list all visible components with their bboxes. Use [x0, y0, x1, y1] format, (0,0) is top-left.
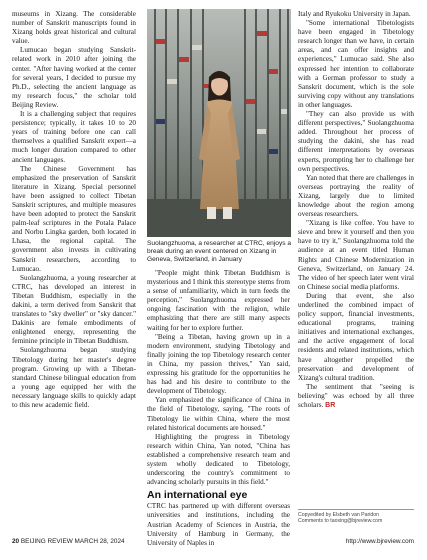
paragraph: Suolangzhuoma began studying Tibetology during her master's degree program. Growing up with a Tibetan-standard Chinese bilingual education from a young age equipped her with the necessary language skills to quickly adapt to this new academic field. [12, 346, 136, 410]
paragraph: "Some international Tibetologists have been engaged in Tibetology research longer than we have, in certain areas, and can offer insights and experiences," Lumucao said. She also expressed her intention to collaborate with a German professor to study a Sanskrit document, which is the sole surviving copy without any translations in other languages. [298, 19, 414, 109]
paragraph: "People might think Tibetan Buddhism is mysterious and I think this stereotype stems from a sense of unfamiliarity, which in turn feeds the perception," Suolangzhuoma expressed her ongoing fascination with the religion, while emphasizing that there are still many aspects waiting for her to explore further. [147, 269, 290, 332]
article-column-left [12, 10, 136, 410]
article-photo [147, 9, 291, 237]
end-mark: BR [325, 402, 336, 410]
paragraph: CTRC has partnered up with different overseas universities and institutions, including the Austrian Academy of Sciences in Austria, the University of Hamburg in Germany, the University of Naples in [147, 502, 290, 547]
article-column-right [298, 10, 414, 410]
article-column-middle [147, 269, 290, 548]
paragraph: Yan noted that there are challenges in overseas portraying the reality of Xizang, largely due to limited knowledge about the region among overseas researchers. [298, 173, 414, 219]
paragraph: "Xizang is like coffee. You have to sieve and brew it yourself and then you have to try it," Suolangzhuoma told the audience at an event titled Human Rights and Chinese Modernization in Geneva, Switzerland, on January 24. The video of her speech later went viral on Chinese social media platforms. [298, 219, 414, 291]
paragraph: Lumucao began studying Sanskrit-related work in 2010 after joining the center. "After having worked at the center for several years, I decided to pursue my Ph.D., selecting the ancient language as my research focus," the scholar told Beijing Review. [12, 46, 136, 109]
publication-name: BEIJING REVIEW MARCH 28, 2024 [20, 538, 125, 545]
website-link[interactable]: http://www.bjreview.com [345, 538, 414, 545]
paragraph: Highlighting the progress in Tibetology research within China, Yan noted, "China has established a comprehensive research team and system wholly dedicated to Tibetology, underscoring the country's commitment to advancing scholarly pursuits in this field." [147, 432, 290, 487]
paragraph: During that event, she also underlined the combined impact of policy support, financial investments, educational programs, training initiatives and international exchanges, and the active engagement of local residents and related institutions, which have altogether propelled the preservation and development of Xizang's cultural tradition. [298, 291, 414, 382]
paragraph: Italy and Ryukoku University in Japan. [298, 10, 411, 18]
copyedited-credit: Copyedited by Elsbeth van Paridon [298, 512, 380, 518]
photo-caption: Suolangzhuoma, a researcher at CTRC, enjoys a break during an event centered on Xizang in Geneva, Switzerland, in January [147, 240, 292, 264]
paragraph: The Chinese Government has emphasized the preservation of Sanskrit literature in Xizang. Special personnel have been assigned to collect Tibetan Sanskrit scriptures, and multiple measures have been adopted to protect the Sanskrit palm-leaf scriptures in the Potala Palace and Norbu Lingka garden, both located in Lhasa, the regional capital. The government also invests in cultivating Sanskrit researchers, according to Lumucao. [12, 164, 136, 273]
credits-box [298, 509, 414, 525]
paragraph: Suolangzhuoma, a young researcher at CTRC, has developed an interest in Tibetan Buddhism, especially in the dakini, a term derived from Sanskrit that translates to "sky dweller" or "sky dancer." Dakinis are female embodiments of enlightened energy, representing the feminine principle in Tibetan Buddhism. [12, 273, 136, 346]
footer-left [12, 538, 125, 545]
comments-email[interactable]: Comments to taoxing@bjreview.com [298, 518, 383, 525]
paragraph: "They can also provide us with different perspectives," Suolangzhuoma added. Throughout her process of studying the dakini, she has read different interpretations by overseas experts, prompting her to challenge her own perspectives. [298, 110, 414, 173]
page-footer [12, 538, 414, 550]
page-number: 20 [12, 538, 20, 545]
paragraph-final [298, 383, 414, 410]
photo-illustration [147, 9, 291, 237]
paragraph: museums in Xizang. The considerable number of Sanskrit manuscripts found in Xizang holds great historical and cultural value. [12, 10, 136, 46]
paragraph: "Being a Tibetan, having grown up in a modern environment, studying Tibetology and finally joining the top Tibetology research center in China, my passion thrives," Yan said, expressing his gratitude for the opportunities he has had and his desire to contribute to the development of Tibetology. [147, 332, 290, 396]
section-subhead: An international eye [147, 489, 248, 502]
paragraph: Yan emphasized the significance of China in the field of Tibetology, saying, "The roots of Tibetology lie within China, where the most related historical documents are housed." [147, 396, 290, 432]
paragraph-final-text: The sentiment that "seeing is believing" was echoed by all three scholars. [298, 382, 414, 410]
paragraph: It is a challenging subject that requires persistence; typically, it takes 10 to 20 years of training before one can call themselves a qualified Sanskrit expert—a much longer duration compared to other ancient languages. [12, 110, 136, 164]
